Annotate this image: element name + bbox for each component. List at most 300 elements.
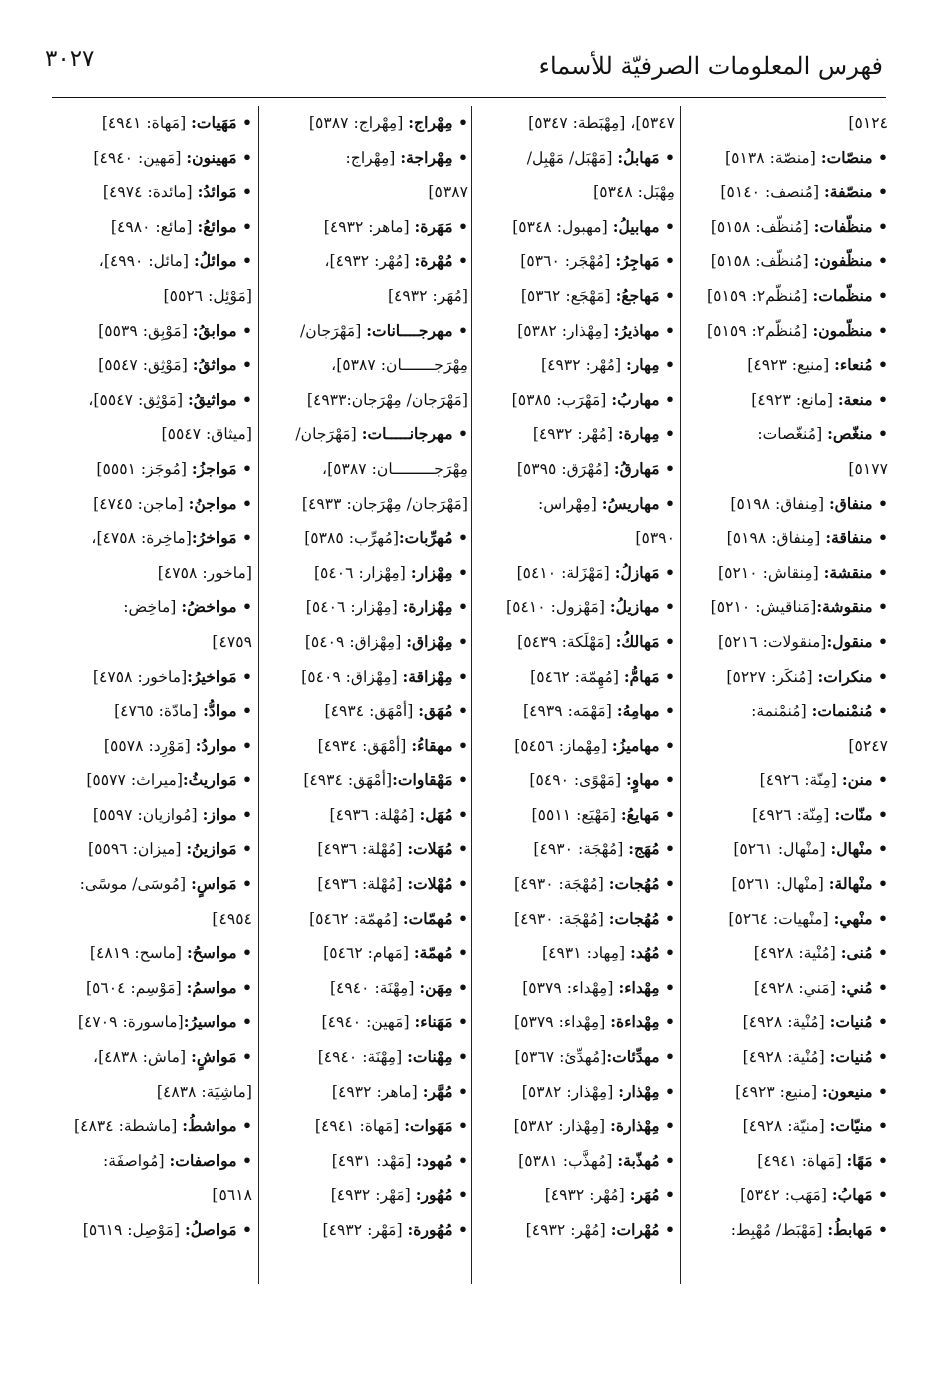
index-entry-line — [475, 798, 675, 833]
entry-headword: • مواشطُ: — [182, 1116, 252, 1136]
entry-headword: • مِهْزارة: — [402, 597, 468, 617]
entry-reference: [ماسح: ٤٨١٩] — [89, 944, 187, 963]
index-entry-line — [683, 452, 888, 487]
entry-reference: [أمْهَق: ٤٩٣٤] — [303, 771, 393, 790]
entry-headword: • مَوائدُ: — [197, 182, 252, 202]
index-entry-line — [475, 452, 675, 487]
index-entry-line — [683, 625, 888, 660]
index-entry-line — [475, 832, 675, 867]
entry-headword: • مَواجزُ: — [191, 458, 252, 478]
index-entry-line — [683, 1109, 888, 1144]
entry-reference: [مَهاة: ٤٩٤١] — [314, 1117, 405, 1136]
entry-headword: • مِهارة: — [617, 424, 675, 444]
entry-reference: [مُهْرَق: ٥٣٩٥] — [516, 459, 614, 478]
entry-headword: • مُهذّبة: — [617, 1150, 675, 1170]
entry-reference: [مِهْزاق: ٥٤٠٩] — [304, 632, 407, 651]
entry-reference: [مِهْزار: ٥٤٠٦] — [305, 598, 403, 617]
entry-headword: • مَهالكُ: — [615, 631, 675, 651]
entry-headword: • مِهْزاق: — [406, 631, 468, 651]
entry-headword: • مِهْذار: — [618, 1081, 675, 1101]
entry-headword: • مهرجانـــــات: — [361, 424, 468, 444]
index-entry-line — [263, 1213, 468, 1248]
entry-headword: • منصّفة: — [824, 182, 888, 202]
entry-reference: [مادّة: ٤٧٦٥] — [114, 702, 204, 721]
index-entry-line — [683, 383, 888, 418]
entry-headword: • مُنى: — [840, 943, 888, 963]
entry-reference: [مُنْية: ٤٩٢٨] — [753, 944, 841, 963]
index-entry-line — [263, 694, 468, 729]
entry-headword: • منفاق: — [829, 493, 888, 513]
entry-reference: [مائع: ٤٩٨٠] — [110, 217, 198, 236]
entry-headword: • مواسيرُ: — [183, 1012, 252, 1032]
entry-reference: [مِهْنَة: ٤٩٤٠] — [317, 1048, 408, 1067]
entry-reference: [ماشِيَة: ٤٨٣٨] — [156, 1082, 252, 1101]
entry-reference: [مُهْر: ٤٩٣٢] — [532, 425, 618, 444]
entry-headword: • مُهُجات: — [608, 874, 675, 894]
entry-headword: • مَواخيرُ: — [187, 666, 252, 686]
entry-reference: [مِهْداء: ٥٣٧٩] — [514, 1013, 611, 1032]
index-entry-line — [263, 971, 468, 1006]
entry-reference: [مُهْلة: ٤٩٣٦] — [317, 875, 408, 894]
entry-headword: • منظّفون: — [813, 251, 888, 271]
entry-headword: • مَهارقُ: — [613, 458, 675, 478]
index-entry-line — [683, 763, 888, 798]
entry-headword: • مَهَيات: — [191, 113, 252, 132]
entry-headword: • منْهال: — [830, 839, 888, 859]
entry-reference: [مُهْر: ٤٩٣٢] — [544, 1186, 630, 1205]
index-entry-line — [475, 763, 675, 798]
index-entry-line — [683, 521, 888, 556]
entry-reference: [مَهْد: ٤٩٣١] — [331, 1151, 417, 1170]
index-entry-line — [683, 1213, 888, 1248]
entry-headword: • مُنمْنمات: — [811, 701, 888, 721]
index-entry-line — [263, 660, 468, 695]
entry-reference: [مَهين: ٤٩٤٠] — [93, 148, 187, 167]
entry-headword: • منصّات: — [820, 147, 888, 167]
entry-reference: [مِهْنَة: ٤٩٤٠] — [329, 978, 420, 997]
index-entry-line — [475, 590, 675, 625]
index-entry-line — [263, 244, 468, 279]
entry-reference: [ماشطة: ٤٨٣٤] — [74, 1117, 183, 1136]
entry-headword: • مهاميزُ: — [611, 735, 675, 755]
entry-headword: • مُهَر: — [629, 1185, 675, 1205]
index-entry-line — [52, 936, 252, 971]
index-entry-line — [683, 1075, 888, 1110]
entry-reference: [مَهين: ٤٩٤٠] — [321, 1013, 415, 1032]
entry-reference: [مِهْزاق: ٥٤٠٩] — [301, 667, 403, 686]
entry-reference: ٤٧٥٩] — [212, 632, 252, 651]
index-entry-line — [683, 106, 888, 141]
entry-headword: • مَهايعُ: — [620, 804, 675, 824]
entry-headword: • منيّات: — [829, 1116, 888, 1136]
page-header-title: فهرس المعلومات الصرفيّة للأسماء — [538, 52, 883, 80]
entry-reference: [مَهاة: ٤٩٤١] — [101, 114, 192, 132]
entry-reference: [مَهْمَه: ٤٩٣٩] — [523, 702, 617, 721]
entry-headword: • مُهُد: — [630, 943, 675, 963]
index-entry-line — [475, 106, 675, 141]
entry-headword: • مَواصلُ: — [185, 1220, 252, 1239]
entry-reference: [مِهْراج: — [345, 148, 401, 167]
entry-reference: [مُهَر: ٤٩٣٢] — [387, 286, 468, 305]
entry-headword: • مُهُورة: — [407, 1220, 468, 1239]
entry-headword: • منن: — [841, 770, 888, 790]
entry-reference: [مُهرِّب: ٥٣٨٥] — [304, 529, 399, 548]
index-entry-line — [475, 279, 675, 314]
entry-reference: [ماخور: ٤٧٥٨] — [157, 563, 252, 582]
entry-headword: • مُهَق: — [418, 701, 468, 721]
index-entry-line — [52, 1109, 252, 1144]
column-divider — [471, 106, 472, 1284]
entry-reference: [مِهْراس: — [537, 494, 602, 513]
entry-reference: [مِهْراج: ٥٣٨٧] — [308, 114, 409, 132]
entry-headword: • موائلُ: — [193, 251, 252, 271]
index-entry-line — [263, 590, 468, 625]
entry-reference: [منصّة: ٥١٣٨] — [725, 148, 821, 167]
index-entry-line — [683, 210, 888, 245]
entry-headword: • منقول: — [826, 631, 888, 651]
entry-reference: مِهْبَل: ٥٣٤٨] — [593, 183, 675, 202]
entry-headword: • مَواسٍ: — [191, 874, 252, 894]
entry-headword: • مَهَرة: — [414, 216, 468, 236]
header-rule — [52, 97, 886, 98]
index-entry-line — [263, 452, 468, 487]
entry-reference: ٥٢٤٧] — [848, 736, 888, 755]
index-entry-line — [475, 1178, 675, 1213]
entry-reference: [مُهْجَر: ٥٣٦٠] — [520, 252, 616, 271]
index-entry-line — [52, 452, 252, 487]
entry-headword: • مُنعاء: — [834, 355, 888, 375]
entry-headword: • منْهي: — [833, 908, 888, 928]
entry-headword: • مهازيلُ: — [609, 597, 675, 617]
index-entry-line — [683, 798, 888, 833]
index-entry-line — [263, 383, 468, 418]
entry-headword: • مواخضُ: — [181, 597, 252, 617]
entry-headword: • منغّص: — [827, 424, 888, 444]
entry-headword: • مِهْذارة: — [610, 1116, 675, 1136]
entry-reference: [مُهذَّب: ٥٣٨١] — [518, 1151, 618, 1170]
entry-headword: • منظّمات: — [812, 285, 888, 305]
entry-headword: • مِهْراج: — [408, 113, 468, 132]
index-entry-line — [683, 348, 888, 383]
entry-reference: [مهبول: ٥٣٤٨] — [512, 217, 613, 236]
entry-reference: ٥١٧٧] — [848, 459, 888, 478]
index-entry-line — [263, 763, 468, 798]
entry-headword: • مواصفات: — [169, 1150, 252, 1170]
entry-reference: [مَوْثِق: ٥٥٤٧]، — [88, 390, 189, 409]
entry-reference: [مَوْسِم: ٥٦٠٤] — [85, 978, 187, 997]
entry-headword: • مُهود: — [416, 1150, 468, 1170]
entry-reference: [مُهْر: ٤٩٣٢] — [541, 356, 627, 375]
entry-reference: [مَهْيَع: ٥٥١١] — [531, 805, 621, 824]
entry-headword: • مُنيات: — [829, 1047, 888, 1067]
index-entry-line — [263, 175, 468, 210]
index-entry-line — [263, 832, 468, 867]
entry-headword: • مَهامُّ: — [623, 666, 675, 686]
index-entry-line — [263, 625, 468, 660]
entry-reference: [ماهر: ٤٩٣٢] — [323, 217, 415, 236]
entry-reference: [ماجن: ٤٧٤٥] — [93, 494, 189, 513]
entry-headword: • مُهُور: — [415, 1185, 468, 1205]
entry-reference: [مَهْرَجان/ مِهْرَجان:٤٩٣٣] — [306, 390, 468, 409]
entry-reference: [مِهاد: ٤٩٣١] — [542, 944, 631, 963]
index-entry-line — [683, 660, 888, 695]
entry-reference: [مُنصف: ٥١٤٠] — [720, 183, 825, 202]
entry-headword: • مواسحُ: — [186, 943, 252, 963]
entry-reference: [مُوسَى/ موسًى: — [79, 875, 192, 894]
index-entry-line — [263, 487, 468, 522]
entry-headword: • منعة: — [837, 389, 888, 409]
entry-headword: • موادُّ: — [203, 701, 252, 721]
entry-reference: [مُنظّم٢: ٥١٥٩] — [706, 321, 813, 340]
entry-headword: • مواسمُ: — [186, 977, 252, 997]
entry-headword: • مِهْداء: — [618, 977, 675, 997]
entry-reference: [منْهيات: ٥٢٦٤] — [728, 909, 834, 928]
index-entry-line — [475, 867, 675, 902]
index-entry-line — [683, 279, 888, 314]
index-entry-line — [52, 279, 252, 314]
entry-reference: [مُوازيان: ٥٥٩٧] — [92, 805, 203, 824]
entry-reference: [مِهْذار: ٥٣٨٢] — [513, 1117, 611, 1136]
entry-reference: [ماش: ٤٨٣٨]، — [93, 1048, 192, 1067]
entry-reference: [مَهْر: ٤٩٣٢] — [322, 1221, 408, 1239]
entry-headword: • مَهْقاوات: — [392, 770, 468, 790]
entry-headword: • مُهمّات: — [402, 908, 468, 928]
index-entry-line — [683, 902, 888, 937]
index-entry-line — [475, 1109, 675, 1144]
entry-reference: [مِهْذار: ٥٣٨٢] — [521, 1082, 619, 1101]
index-entry-line — [475, 1213, 675, 1248]
entry-reference: [مائدة: ٤٩٧٤] — [102, 183, 198, 202]
entry-headword: • منظّفات: — [813, 216, 888, 236]
entry-reference: [مَهْزول: ٥٤١٠] — [506, 598, 610, 617]
entry-headword: • مُهرِّبات: — [398, 528, 468, 548]
index-entry-line — [263, 729, 468, 764]
index-entry-line — [263, 141, 468, 176]
index-entry-line — [683, 867, 888, 902]
entry-headword: • مَهابلُ: — [617, 147, 675, 167]
entry-reference: [مُنكَر: ٥٢٢٧] — [726, 667, 818, 686]
entry-headword: • مِهْزار: — [410, 562, 468, 582]
entry-reference: [مِنفاق: ٥١٩٨] — [730, 494, 830, 513]
index-entry-line — [263, 936, 468, 971]
entry-headword: • مَواخرُ: — [191, 528, 252, 548]
entry-headword: • مَواشٍ: — [191, 1047, 252, 1067]
entry-headword: • مَهينون: — [186, 147, 252, 167]
entry-headword: • مَوازينُ: — [186, 839, 252, 859]
entry-reference: [مِنّة: ٤٩٢٦] — [759, 771, 842, 790]
index-entry-line — [52, 798, 252, 833]
index-entry-line — [683, 1005, 888, 1040]
entry-reference: [مانع: ٤٩٢٣] — [751, 390, 838, 409]
entry-headword: • مَهَناء: — [414, 1012, 468, 1032]
entry-headword: • مهاوٍ: — [626, 770, 675, 790]
entry-reference: [مُهدِّئ: ٥٣٦٧] — [514, 1048, 607, 1067]
index-entry-line — [475, 1005, 675, 1040]
entry-reference: [مُنغّصات: — [757, 425, 828, 444]
entry-reference: [مائل: ٤٩٩٠]، — [98, 252, 194, 271]
index-entry-line — [475, 348, 675, 383]
entry-reference: [منقولات: ٥٢١٦] — [718, 632, 827, 651]
index-entry-line — [683, 1178, 888, 1213]
entry-reference: [مُنمْنمة: — [751, 702, 812, 721]
entry-headword: • مِهار: — [626, 355, 675, 375]
entry-headword: • مِهْراجة: — [400, 147, 468, 167]
entry-reference: [مُهِمّة: ٥٤٦٢] — [530, 667, 624, 686]
entry-reference: [مَهْبَط/ مُهْبِط: — [730, 1221, 828, 1239]
entry-reference: [مُهْجَة: ٤٩٣٠] — [533, 840, 629, 859]
entry-headword: • مَهًا: — [846, 1150, 888, 1170]
entry-headword: • مُهْلات: — [407, 874, 468, 894]
entry-reference: [مَهْزَلة: ٥٤١٠] — [516, 563, 615, 582]
index-entry-line — [475, 210, 675, 245]
entry-headword: • مواثقُ: — [192, 355, 252, 375]
entry-headword: • مَواريثُ: — [182, 770, 252, 790]
index-entry-line — [683, 314, 888, 349]
index-entry-line — [475, 521, 675, 556]
entry-reference: [مَهْرَجان/ — [299, 321, 367, 340]
page-number: ٣٠٢٧ — [45, 46, 95, 72]
entry-reference: [منيع: ٤٩٢٣] — [735, 1082, 823, 1101]
entry-reference: مِهْرَجـــــــــان: ٥٣٨٧]، — [322, 459, 468, 478]
entry-reference: [مُواصفَة: — [103, 1151, 170, 1170]
index-entry-line — [263, 556, 468, 591]
index-entry-line — [263, 1178, 468, 1213]
entry-reference: [مُهْر: ٤٩٣٢]، — [324, 252, 415, 271]
index-entry-line — [475, 314, 675, 349]
entry-reference: [مَوْبِق: ٥٥٣٩] — [98, 321, 193, 340]
entry-headword: • مَهازلُ: — [614, 562, 675, 582]
entry-reference: [مَني: ٤٩٢٨] — [753, 978, 841, 997]
entry-reference: [مِنفاق: ٥١٩٨] — [726, 529, 826, 548]
entry-reference: [مِهْذار: ٥٣٨٢] — [517, 321, 614, 340]
index-entry-line — [475, 556, 675, 591]
index-entry-line — [52, 487, 252, 522]
index-entry-line — [683, 556, 888, 591]
entry-reference: [مَوْصِل: ٥٦١٩] — [82, 1221, 186, 1239]
entry-reference: [مُنظّف: ٥١٥٨] — [710, 252, 814, 271]
entry-reference: [مَهام: ٥٤٦٢] — [323, 944, 414, 963]
index-entry-line — [263, 1144, 468, 1179]
index-entry-line — [52, 902, 252, 937]
index-entry-line — [475, 729, 675, 764]
entry-reference: [منيع: ٤٩٢٣] — [747, 356, 835, 375]
entry-headword: • منْهالة: — [828, 874, 888, 894]
entry-headword: • مُنيات: — [829, 1012, 888, 1032]
entry-headword: • منقشة: — [823, 562, 888, 582]
index-entry-line — [52, 694, 252, 729]
entry-reference: [مَهَب: ٥٣٤٢] — [740, 1186, 832, 1205]
entry-reference: [ماخِرة: ٤٧٥٨]، — [91, 529, 192, 548]
entry-headword: • مهدِّئات: — [606, 1047, 675, 1067]
index-entry-line — [263, 314, 468, 349]
entry-headword: • مهاذيرُ: — [613, 320, 675, 340]
entry-headword: • مواردُ: — [195, 735, 252, 755]
index-entry-line — [683, 417, 888, 452]
index-entry-line — [52, 1178, 252, 1213]
index-column-2 — [475, 106, 675, 1286]
entry-reference: [منْهال: ٥٢٦١] — [731, 875, 829, 894]
entry-reference: [مُهْجَة: ٤٩٣٠] — [513, 909, 609, 928]
index-entry-line — [263, 867, 468, 902]
entry-reference: [مَهْر: ٤٩٣٢] — [330, 1186, 416, 1205]
entry-reference: [ميثاق: ٥٥٤٧] — [161, 425, 252, 444]
entry-headword: • مِهْنات: — [407, 1047, 468, 1067]
index-entry-line — [475, 936, 675, 971]
index-entry-line — [52, 210, 252, 245]
index-entry-line — [475, 625, 675, 660]
entry-headword: • مهامِهُ: — [616, 701, 675, 721]
entry-reference: [منْهال: ٥٢٦١] — [733, 840, 831, 859]
index-entry-line — [475, 487, 675, 522]
entry-headword: • مُهُجات: — [608, 908, 675, 928]
entry-reference: مِهْرَجـــــــان: ٥٣٨٧]، — [331, 356, 468, 375]
index-entry-line — [52, 832, 252, 867]
entry-headword: • منيعون: — [822, 1081, 888, 1101]
index-entry-line — [263, 417, 468, 452]
entry-headword: • مهاربُ: — [611, 389, 675, 409]
index-entry-line — [683, 141, 888, 176]
entry-reference: [مَهْبَل/ مَهْبِل/ — [526, 148, 618, 167]
index-entry-line — [475, 1144, 675, 1179]
index-entry-line — [683, 1144, 888, 1179]
entry-headword: • موائعُ: — [197, 216, 252, 236]
index-entry-line — [683, 936, 888, 971]
index-entry-line — [52, 867, 252, 902]
index-entry-line — [52, 417, 252, 452]
entry-headword: • مُهْرات: — [610, 1220, 675, 1239]
entry-reference: [أمْهَق: ٤٩٣٤] — [317, 736, 412, 755]
entry-reference: [مَهْرَجان/ مِهْرَجان: ٤٩٣٣] — [301, 494, 468, 513]
index-entry-line — [475, 175, 675, 210]
index-entry-line — [475, 244, 675, 279]
index-entry-line — [263, 210, 468, 245]
entry-reference: [ميراث: ٥٥٧٧] — [86, 771, 183, 790]
index-entry-line — [683, 487, 888, 522]
entry-headword: • منظّمون: — [812, 320, 888, 340]
index-entry-line — [52, 1075, 252, 1110]
index-entry-line — [475, 660, 675, 695]
entry-reference: [مُنْية: ٤٩٢٨] — [742, 1013, 830, 1032]
entry-reference: [مُنظّف: ٥١٥٨] — [710, 217, 814, 236]
entry-reference: [مَوْئِل: ٥٥٢٦] — [163, 286, 252, 305]
index-entry-line — [263, 1075, 468, 1110]
index-entry-line — [52, 141, 252, 176]
entry-reference: ٤٩٥٤] — [212, 909, 252, 928]
entry-reference: [منيّة: ٤٩٢٨] — [742, 1117, 830, 1136]
entry-reference: [مُهْلة: ٤٩٣٦] — [329, 805, 420, 824]
index-entry-line — [263, 279, 468, 314]
index-entry-line — [52, 1144, 252, 1179]
index-entry-line — [683, 971, 888, 1006]
index-entry-line — [52, 106, 252, 141]
entry-reference: [مُهْر: ٤٩٣٢] — [525, 1221, 611, 1239]
index-entry-line — [263, 1109, 468, 1144]
index-entry-line — [52, 244, 252, 279]
index-entry-line — [475, 141, 675, 176]
index-entry-line — [52, 521, 252, 556]
entry-headword: • مهرجــــانات: — [366, 320, 468, 340]
entry-reference: [مِنقاش: ٥٢١٠] — [718, 563, 824, 582]
index-entry-line — [683, 590, 888, 625]
index-entry-line — [475, 1040, 675, 1075]
entry-headword: • مِهَن: — [419, 977, 468, 997]
entry-reference: [مُنْية: ٤٩٢٨] — [742, 1048, 830, 1067]
index-entry-line — [263, 798, 468, 833]
entry-reference: [مَوْرِد: ٥٥٧٨] — [103, 736, 196, 755]
entry-reference: [مَناقيش: ٥٢١٠] — [710, 598, 817, 617]
entry-headword: • مُني: — [840, 977, 888, 997]
entry-headword: • مَهاجِرُ: — [615, 251, 675, 271]
